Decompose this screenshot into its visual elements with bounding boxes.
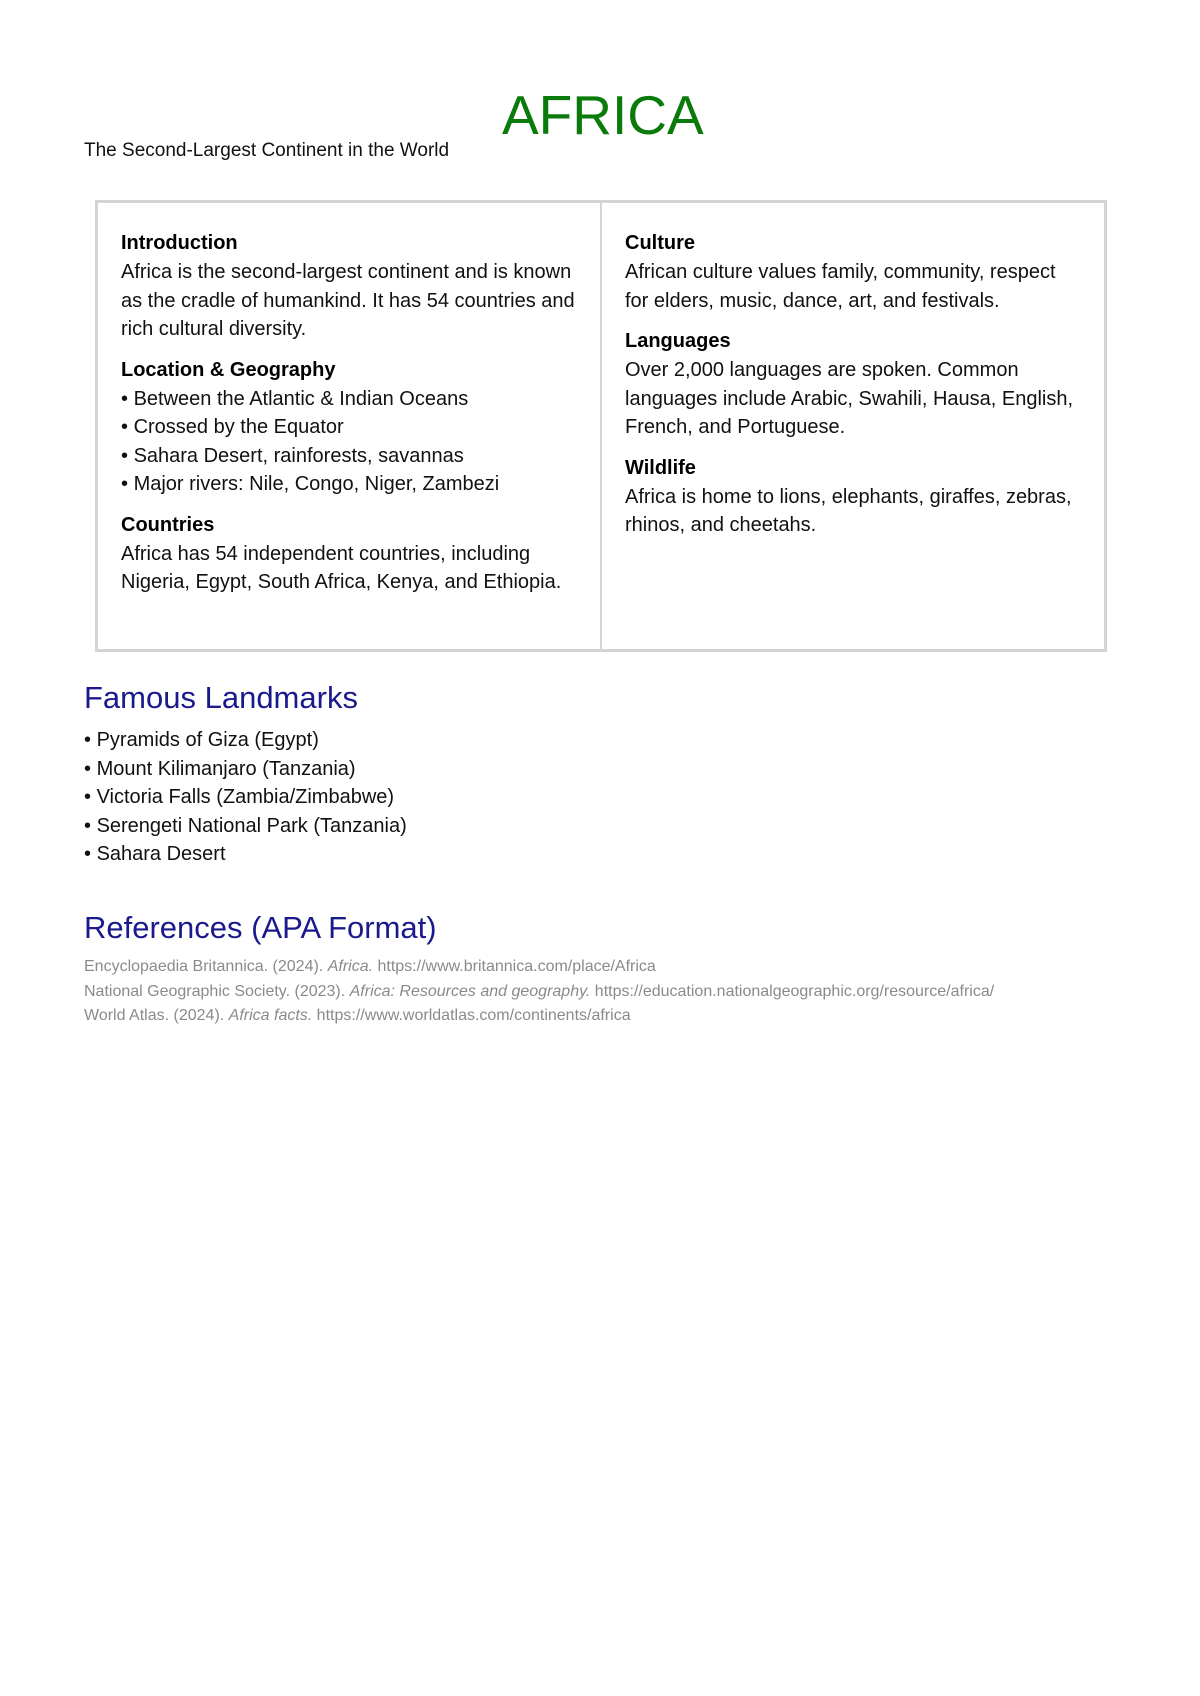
reference-entry xyxy=(84,1004,1084,1029)
list-item: • Sahara Desert, rainforests, savannas xyxy=(121,442,578,471)
landmarks-heading: Famous Landmarks xyxy=(84,680,358,715)
list-item: • Serengeti National Park (Tanzania) xyxy=(84,812,407,841)
culture-heading: Culture xyxy=(625,232,695,254)
reference-entry xyxy=(84,980,1084,1005)
reference-author: Encyclopaedia Britannica. (2024). xyxy=(84,958,328,975)
location-heading: Location & Geography xyxy=(121,358,336,381)
wildlife-heading: Wildlife xyxy=(625,456,696,479)
reference-author: World Atlas. (2024). xyxy=(84,1007,229,1024)
reference-author: National Geographic Society. (2023). xyxy=(84,982,350,1000)
languages-text: Over 2,000 languages are spoken. Common languages include Arabic, Swahili, Hausa, English, French, and Portuguese. xyxy=(625,359,1074,438)
introduction-section xyxy=(121,229,578,344)
reference-title: Africa: Resources and geography. xyxy=(349,982,591,1000)
reference-entry xyxy=(84,955,1084,980)
references-list xyxy=(84,955,1084,1029)
languages-section xyxy=(625,327,1082,442)
introduction-text: Africa is the second-largest continent and is known as the cradle of humankind. It has 54 countries and rich cultural diversity. xyxy=(121,261,575,340)
location-list xyxy=(121,385,578,499)
culture-text: African culture values family, community, respect for elders, music, dance, art, and festivals. xyxy=(625,261,1056,312)
culture-section xyxy=(625,229,1082,315)
landmarks-list xyxy=(84,726,407,869)
reference-url[interactable]: https://education.nationalgeographic.org/resource/africa/ xyxy=(590,982,995,1000)
location-section xyxy=(121,356,578,499)
reference-title: Africa facts. xyxy=(228,1007,313,1024)
list-item: • Victoria Falls (Zambia/Zimbabwe) xyxy=(84,783,407,812)
list-item: • Between the Atlantic & Indian Oceans xyxy=(121,385,578,414)
page-title: AFRICA xyxy=(502,84,704,146)
reference-url[interactable]: https://www.britannica.com/place/Africa xyxy=(373,958,656,975)
page-subtitle: The Second-Largest Continent in the World xyxy=(84,140,450,161)
right-column xyxy=(600,203,1104,649)
reference-title: Africa. xyxy=(327,958,374,975)
list-item: • Sahara Desert xyxy=(84,840,407,869)
list-item: • Mount Kilimanjaro (Tanzania) xyxy=(84,755,407,784)
references-heading: References (APA Format) xyxy=(84,910,437,945)
list-item: • Pyramids of Giza (Egypt) xyxy=(84,726,407,755)
languages-heading: Languages xyxy=(625,330,731,352)
info-box xyxy=(95,200,1107,652)
list-item: • Major rivers: Nile, Congo, Niger, Zambezi xyxy=(121,470,578,499)
reference-url[interactable]: https://www.worldatlas.com/continents/africa xyxy=(312,1007,631,1024)
countries-text: Africa has 54 independent countries, including Nigeria, Egypt, South Africa, Kenya, and Ethiopia. xyxy=(121,542,562,593)
left-column xyxy=(98,203,600,649)
wildlife-section xyxy=(625,454,1082,540)
countries-heading: Countries xyxy=(121,513,215,536)
countries-section xyxy=(121,511,578,597)
wildlife-text: Africa is home to lions, elephants, giraffes, zebras, rhinos, and cheetahs. xyxy=(625,485,1072,536)
introduction-heading: Introduction xyxy=(121,232,238,254)
page-header xyxy=(84,80,1114,170)
list-item: • Crossed by the Equator xyxy=(121,413,578,442)
